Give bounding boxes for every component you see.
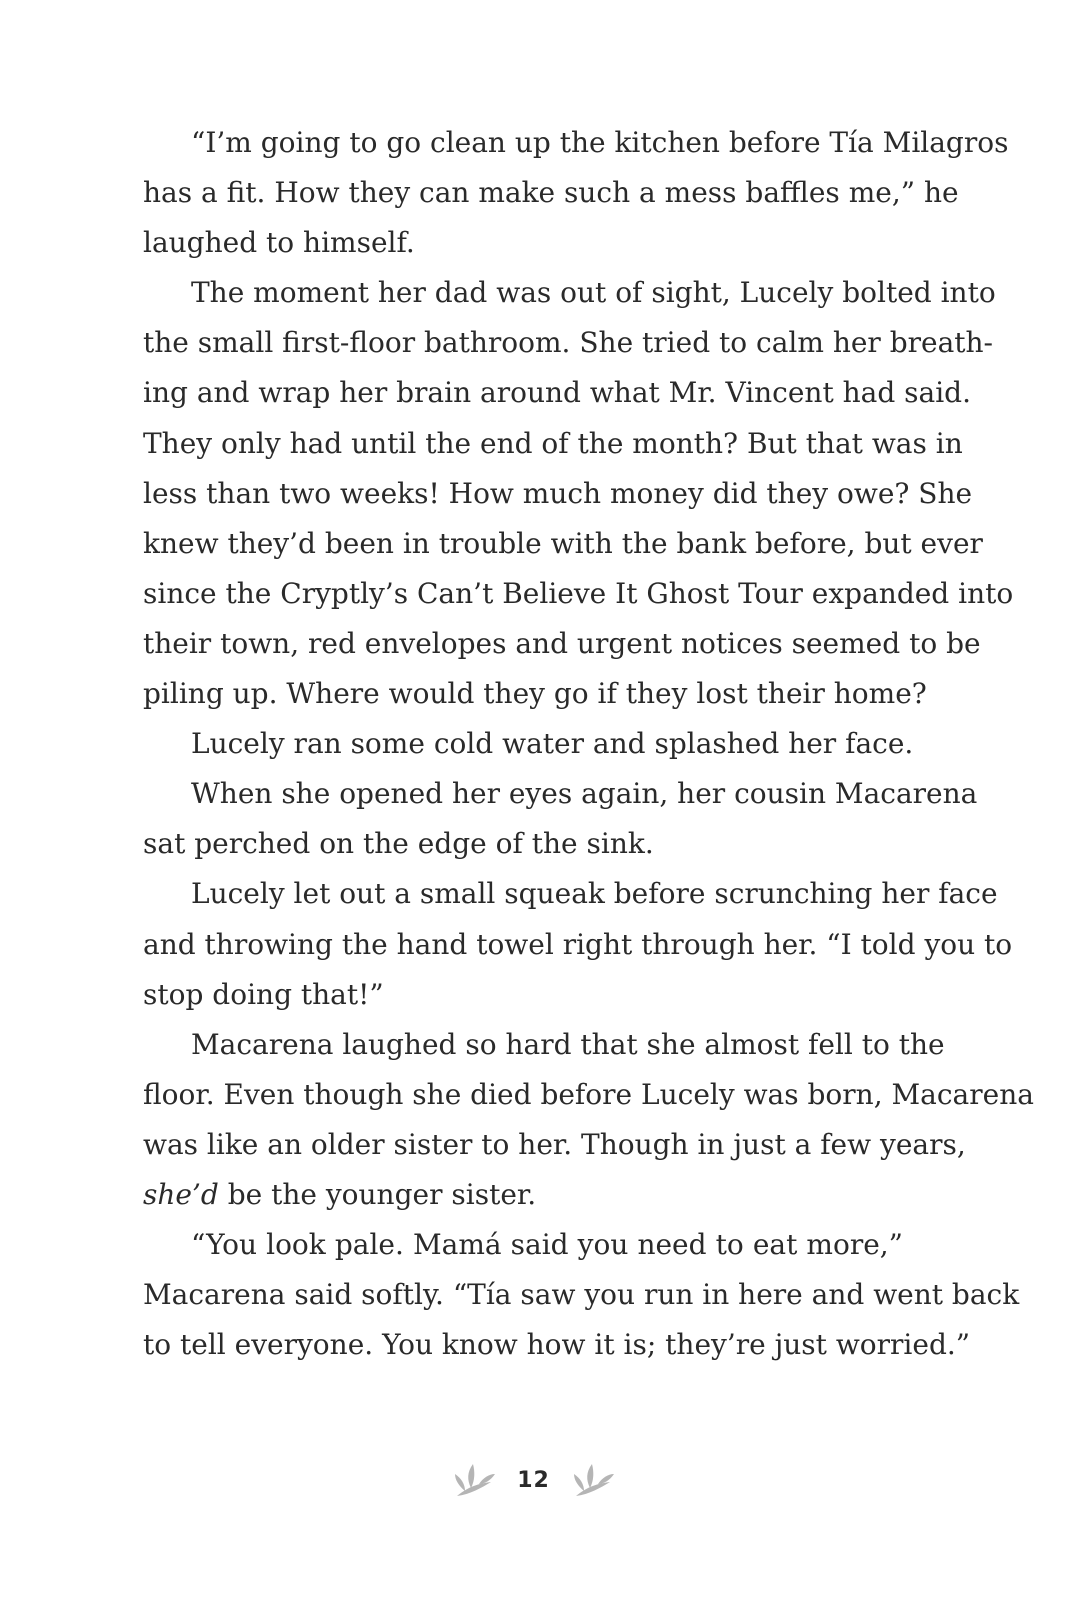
text-line: has a fit. How they can make such a mess baffles me,” he — [143, 176, 959, 210]
text-line: their town, red envelopes and urgent notices seemed to be — [143, 626, 981, 660]
text-line: Macarena said softly. “Tía saw you run in here and went back — [143, 1278, 1020, 1312]
text-line: to tell everyone. You know how it is; they’re just worried.” — [143, 1328, 971, 1362]
page-number: 12 — [517, 1467, 550, 1493]
text-line: since the Cryptly’s Can’t Believe It Ghost Tour expanded into — [143, 576, 1014, 610]
text-line: The moment her dad was out of sight, Lucely bolted into — [191, 276, 996, 310]
text-line: “You look pale. Mamá said you need to eat more,” — [191, 1228, 903, 1262]
text-line: floor. Even though she died before Lucely was born, Macarena — [143, 1077, 1034, 1111]
text-line: Lucely ran some cold water and splashed her face. — [191, 727, 914, 761]
italic-word: she’d — [143, 1177, 219, 1211]
text-line: was like an older sister to her. Though in just a few years, — [143, 1127, 966, 1161]
text-line: When she opened her eyes again, her cousin Macarena — [191, 777, 978, 811]
text-line: They only had until the end of the month? But that was in — [143, 426, 963, 460]
laurel-sprig-icon — [570, 1458, 616, 1502]
paragraph — [143, 719, 914, 769]
text-line: the small first-floor bathroom. She tried to calm her breath- — [143, 326, 994, 360]
text-line: stop doing that!” — [143, 977, 384, 1011]
paragraph — [143, 268, 1014, 719]
text-line: “I’m going to go clean up the kitchen before Tía Milagros — [191, 126, 1009, 159]
text-line: piling up. Where would they go if they lost their home? — [143, 677, 927, 711]
text-run: be the younger sister. — [218, 1177, 537, 1211]
text-line: less than two weeks! How much money did they owe? She — [143, 476, 973, 510]
text-line: Macarena laughed so hard that she almost fell to the — [191, 1027, 945, 1061]
text-line: sat perched on the edge of the sink. — [143, 827, 654, 861]
paragraph — [143, 869, 1013, 1019]
text-line: and throwing the hand towel right through her. “I told you to — [143, 927, 1013, 961]
text-line: knew they’d been in trouble with the bank before, but ever — [143, 526, 983, 560]
text-line — [143, 1170, 903, 1220]
paragraph — [143, 769, 978, 869]
text-line: Lucely let out a small squeak before scrunching her face — [191, 877, 998, 911]
body-text — [143, 118, 1034, 1370]
paragraph — [143, 118, 1009, 268]
laurel-sprig-icon — [451, 1458, 497, 1502]
text-line: laughed to himself. — [143, 226, 415, 260]
paragraph — [143, 1220, 1020, 1370]
page-footer — [0, 1455, 1067, 1505]
text-line: ing and wrap her brain around what Mr. Vincent had said. — [143, 376, 972, 410]
paragraph — [143, 1020, 1034, 1220]
